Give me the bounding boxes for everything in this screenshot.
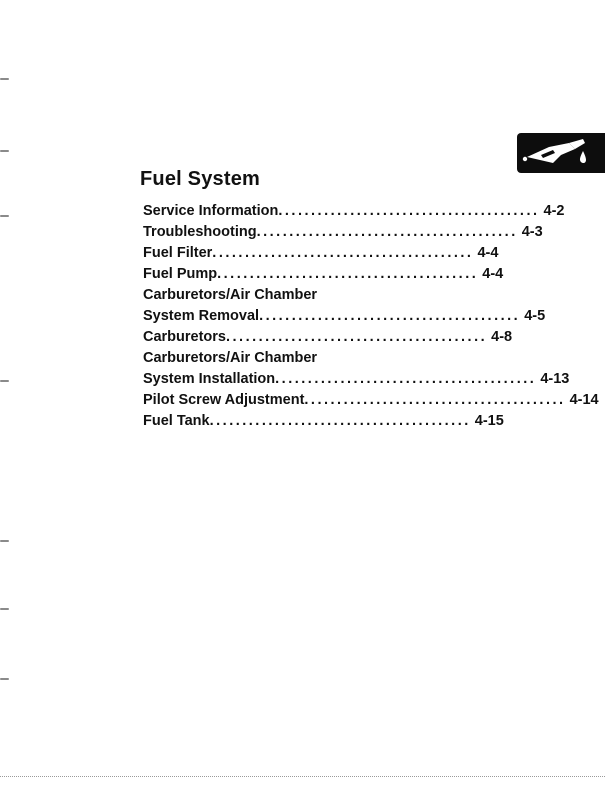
toc-page: 4-13 <box>540 371 570 387</box>
section-tab <box>517 133 605 173</box>
binder-mark <box>0 150 9 152</box>
toc-entry[interactable] <box>143 264 504 285</box>
toc-label: Carburetors <box>143 329 226 345</box>
toc-label: Fuel Filter <box>143 245 213 261</box>
page-bottom-edge <box>0 776 605 777</box>
toc-page: 4-2 <box>543 203 565 219</box>
toc-heading: Carburetors/Air Chamber <box>143 287 318 303</box>
toc-entry[interactable] <box>143 348 570 390</box>
table-of-contents <box>143 201 599 432</box>
toc-label: Service Information <box>143 203 279 219</box>
toc-label: Fuel Tank <box>143 413 210 429</box>
binder-mark <box>0 540 9 542</box>
binder-mark <box>0 215 9 217</box>
toc-leader: ........................................ <box>226 329 488 345</box>
toc-leader: ........................................ <box>256 224 518 240</box>
toc-leader: ........................................ <box>217 266 479 282</box>
toc-entry[interactable] <box>143 327 513 348</box>
toc-entry[interactable] <box>143 285 546 327</box>
toc-page: 4-15 <box>474 413 504 429</box>
toc-page: 4-3 <box>521 224 543 240</box>
binder-mark <box>0 380 9 382</box>
toc-page: 4-8 <box>491 329 513 345</box>
toc-label: Pilot Screw Adjustment <box>143 392 305 408</box>
toc-leader: ........................................ <box>278 203 540 219</box>
toc-leader: ........................................ <box>212 245 474 261</box>
toc-label: System Removal <box>143 308 260 324</box>
toc-page: 4-14 <box>569 392 599 408</box>
toc-leader: ........................................ <box>275 371 537 387</box>
toc-label: Troubleshooting <box>143 224 257 240</box>
toc-entry[interactable] <box>143 201 565 222</box>
page-title: Fuel System <box>140 168 261 190</box>
toc-entry[interactable] <box>143 390 599 411</box>
fuel-nozzle-icon <box>517 133 605 173</box>
binder-mark <box>0 678 9 680</box>
toc-leader: ........................................ <box>304 392 566 408</box>
toc-page: 4-5 <box>524 308 546 324</box>
toc-entry[interactable] <box>143 243 499 264</box>
toc-entry[interactable] <box>143 222 543 243</box>
binder-mark <box>0 78 9 80</box>
toc-entry[interactable] <box>143 411 504 432</box>
toc-label: System Installation <box>143 371 276 387</box>
toc-leader: ........................................ <box>259 308 521 324</box>
binder-mark <box>0 608 9 610</box>
toc-heading: Carburetors/Air Chamber <box>143 350 318 366</box>
toc-page: 4-4 <box>482 266 504 282</box>
toc-label: Fuel Pump <box>143 266 218 282</box>
toc-page: 4-4 <box>477 245 499 261</box>
toc-leader: ........................................ <box>209 413 471 429</box>
